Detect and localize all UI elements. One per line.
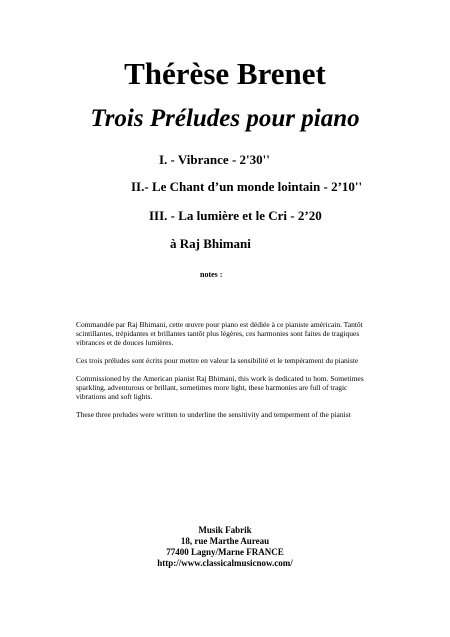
publisher-city: 77400 Lagny/Marne FRANCE <box>166 547 284 557</box>
notes-english-paragraph-1: Commissioned by the American pianist Raj Bhimani, this work is dedicated to hom. Sometimes sparkling, adventurous or brillant, sometimes more light, these harmonies are full of tragic vibrations and soft lights. <box>76 374 364 401</box>
program-notes <box>76 320 376 428</box>
notes-english-paragraph-2: These three preludes were written to underline the sensitivity and temperment of the pianist <box>76 410 351 419</box>
movement-item-3: III. - La lumière et le Cri - 2’20 <box>149 208 322 223</box>
notes-french-paragraph-2: Ces trois préludes sont écrits pour mettre en valeur la sensibilité et le tempérament du pianiste <box>76 356 359 365</box>
dedication: à Raj Bhimani <box>170 236 251 251</box>
movement-item-2: II.- Le Chant d’un monde lointain - 2’10'' <box>131 179 363 194</box>
notes-label: notes : <box>200 270 223 279</box>
publisher-url: http://www.classicalmusicnow.com/ <box>157 558 293 568</box>
work-title: Trois Préludes pour piano <box>90 105 360 132</box>
movement-item-1: I. - Vibrance - 2'30'' <box>159 152 270 167</box>
publisher-street: 18, rue Marthe Aureau <box>180 536 270 546</box>
publisher-block <box>0 525 450 569</box>
notes-french-paragraph-1: Commandée par Raj Bhimani, cette œuvre pour piano est dédiée à ce pianiste américain. Tantôt scintillantes, trépidantes et brillantes tantôt plus légères, ces harmonies sont faites de tragiques vibrances et de douces lumières. <box>76 320 363 347</box>
composer-name: Thérèse Brenet <box>124 56 326 91</box>
publisher-name: Musik Fabrik <box>198 525 252 535</box>
